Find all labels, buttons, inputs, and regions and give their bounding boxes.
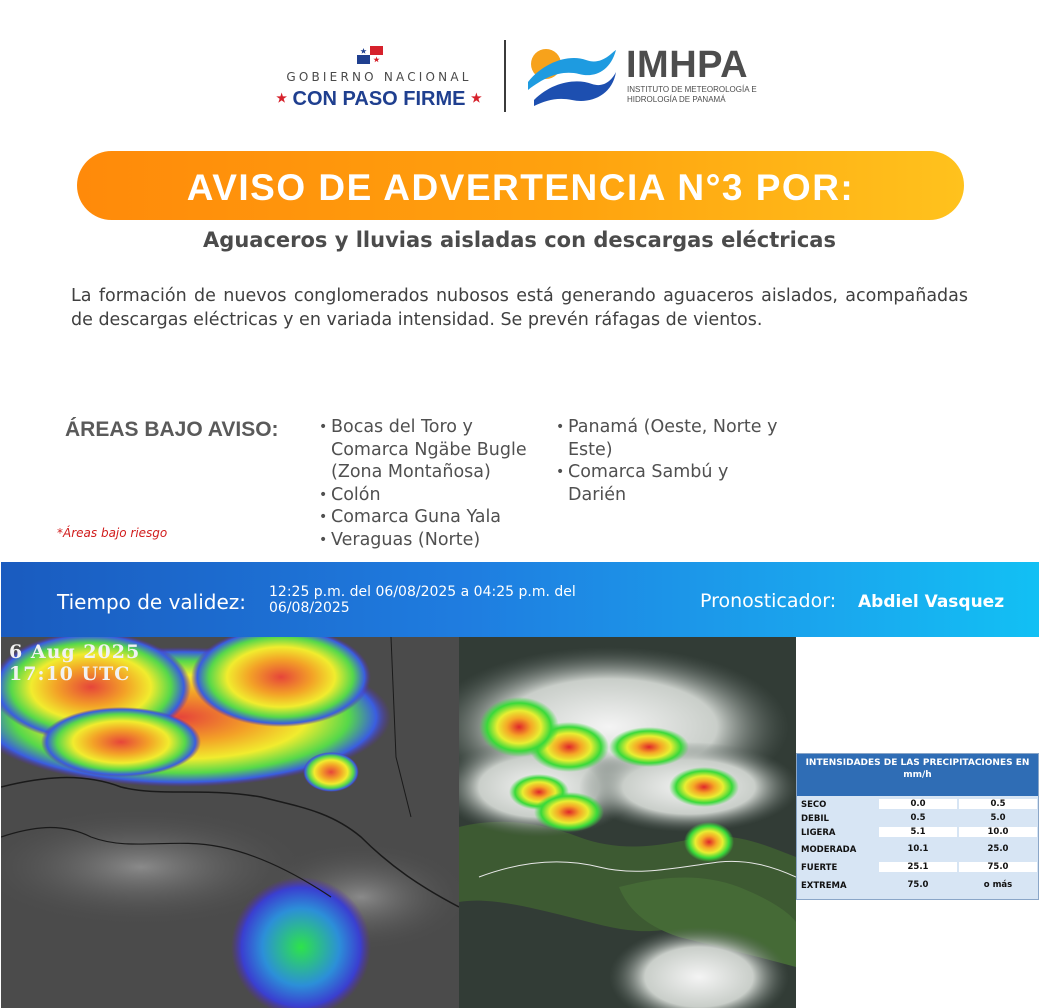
forecaster-name: Abdiel Vasquez	[858, 592, 1005, 612]
intensity-min: 10.1	[907, 844, 929, 854]
warning-title: AVISO DE ADVERTENCIA N°3 POR:	[186, 167, 855, 208]
imhpa-name: IMHPA	[626, 44, 749, 86]
intensity-min: 0.0	[879, 799, 957, 809]
intensity-max: 0.5	[959, 799, 1037, 809]
area-item: • Colón	[319, 484, 555, 507]
intensity-label: EXTREMA	[801, 881, 847, 891]
intensity-table-title: INTENSIDADES DE LAS PRECIPITACIONES EN mm/h	[797, 754, 1038, 796]
intensity-max: 10.0	[959, 827, 1037, 837]
intensity-label: SECO	[801, 800, 827, 810]
intensity-min: 75.0	[907, 880, 929, 890]
intensity-max: o más	[983, 880, 1013, 890]
gov-line1: GOBIERNO NACIONAL	[286, 70, 472, 84]
warning-description: La formación de nuevos conglomerados nubosos está generando aguaceros aislados, acompañadas de descargas eléctricas y en variada intensidad. Se prevén ráfagas de vientos.	[71, 286, 968, 330]
intensity-max: 75.0	[959, 862, 1037, 872]
area-item: • Panamá (Oeste, Norte y Este)	[556, 416, 792, 461]
panama-flag-icon	[357, 46, 383, 64]
table-row	[797, 798, 1038, 812]
radar-satellite-image	[459, 637, 796, 1008]
logo-divider	[504, 40, 506, 112]
area-item: • Comarca Guna Yala	[319, 506, 555, 529]
radar-satellite-graphic	[459, 637, 796, 1008]
intensity-min: 5.1	[879, 827, 957, 837]
intensity-min: 0.5	[910, 813, 926, 823]
intensity-label: FUERTE	[801, 863, 838, 873]
validity-bar	[1, 562, 1039, 637]
infrared-satellite-graphic	[1, 637, 459, 1008]
imhpa-wave-logo-icon	[524, 42, 620, 110]
risk-note: *Áreas bajo riesgo	[57, 526, 168, 540]
table-row	[797, 826, 1038, 840]
intensity-min: 25.1	[879, 862, 957, 872]
infrared-satellite-image	[1, 637, 459, 1008]
areas-list-1	[319, 416, 555, 551]
intensity-label: LIGERA	[801, 828, 836, 838]
validity-label: Tiempo de validez:	[57, 590, 247, 614]
gov-line2	[268, 88, 490, 111]
satellite-timestamp: 6 Aug 2025 17:10 UTC	[9, 641, 141, 685]
intensity-max: 25.0	[987, 844, 1009, 854]
intensity-max: 5.0	[990, 813, 1006, 823]
table-row	[797, 861, 1038, 875]
area-item: • Bocas del Toro y Comarca Ngäbe Bugle (Zona Montañosa)	[319, 416, 555, 484]
area-item: • Comarca Sambú y Darién	[556, 461, 792, 506]
areas-list-2	[556, 416, 792, 506]
table-row	[797, 812, 1038, 826]
area-item: • Veraguas (Norte)	[319, 529, 555, 552]
table-row	[797, 843, 1038, 857]
precipitation-intensity-table	[796, 753, 1039, 900]
imhpa-subtitle: INSTITUTO DE METEOROLOGÍA E HIDROLOGÍA DE PANAMÁ	[627, 85, 757, 104]
table-row	[797, 879, 1038, 893]
areas-label: ÁREAS BAJO AVISO:	[65, 418, 279, 441]
intensity-label: MODERADA	[801, 845, 857, 855]
star-icon: ★	[276, 91, 287, 105]
forecaster-label: Pronosticador:	[700, 590, 837, 612]
gobierno-nacional-logo	[268, 44, 490, 114]
validity-value: 12:25 p.m. del 06/08/2025 a 04:25 p.m. del 06/08/2025	[269, 584, 576, 616]
warning-subtitle: Aguaceros y lluvias aisladas con descargas eléctricas	[203, 228, 836, 252]
gov-slogan: CON PASO FIRME	[292, 88, 466, 110]
warning-banner	[77, 151, 964, 220]
star-icon: ★	[471, 91, 482, 105]
intensity-label: DEBIL	[801, 814, 829, 824]
